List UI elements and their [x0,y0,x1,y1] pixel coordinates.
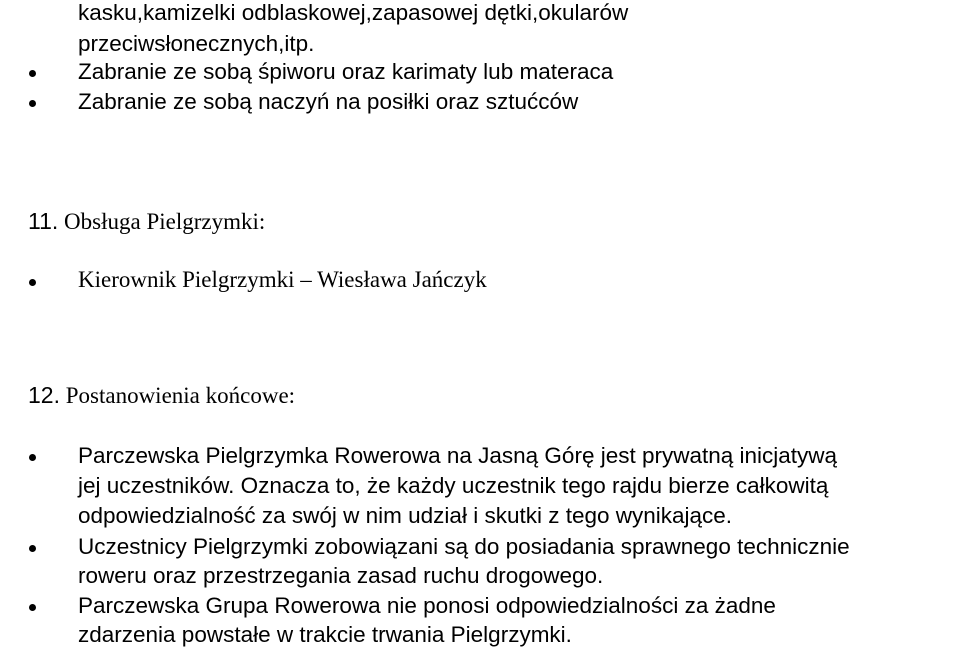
section-number: 11. [28,208,59,234]
list-item: Kierownik Pielgrzymki – Wiesława Jańczyk [78,267,487,292]
list-item-continued-text: przeciwsłonecznych,itp. [78,31,315,56]
bullet-icon [29,70,36,77]
list-item-continued-text: odpowiedzialność za swój w nim udział i skutki z tego wynikające. [78,503,733,528]
bullet-icon [29,604,36,611]
list-item-continued-text: zdarzenia powstałe w trakcie trwania Pielgrzymki. [78,622,572,647]
list-item: Parczewska Pielgrzymka Rowerowa na Jasną Górę jest prywatną inicjatywą [78,443,838,468]
section-heading-11 [28,210,265,233]
list-item: Zabranie ze sobą śpiworu oraz karimaty lub materaca [78,59,614,84]
section-heading-12 [28,384,295,407]
bullet-icon [29,545,36,552]
list-item-continued-text: jej uczestników. Oznacza to, że każdy uczestnik tego rajdu bierze całkowitą [78,473,829,498]
list-item: Parczewska Grupa Rowerowa nie ponosi odpowiedzialności za żadne [78,593,776,618]
list-item-continued-text: kasku,kamizelki odblaskowej,zapasowej dętki,okularów [78,0,629,25]
bullet-icon [29,100,36,107]
list-item: Uczestnicy Pielgrzymki zobowiązani są do posiadania sprawnego technicznie [78,534,850,559]
section-number: 12. [28,382,60,408]
bullet-icon [29,454,36,461]
list-item-continued-text: roweru oraz przestrzegania zasad ruchu drogowego. [78,563,604,588]
list-item: Zabranie ze sobą naczyń na posiłki oraz sztućców [78,89,579,114]
section-title: Obsługa Pielgrzymki: [64,209,266,234]
bullet-icon [29,279,36,286]
section-title: Postanowienia końcowe: [65,383,296,408]
